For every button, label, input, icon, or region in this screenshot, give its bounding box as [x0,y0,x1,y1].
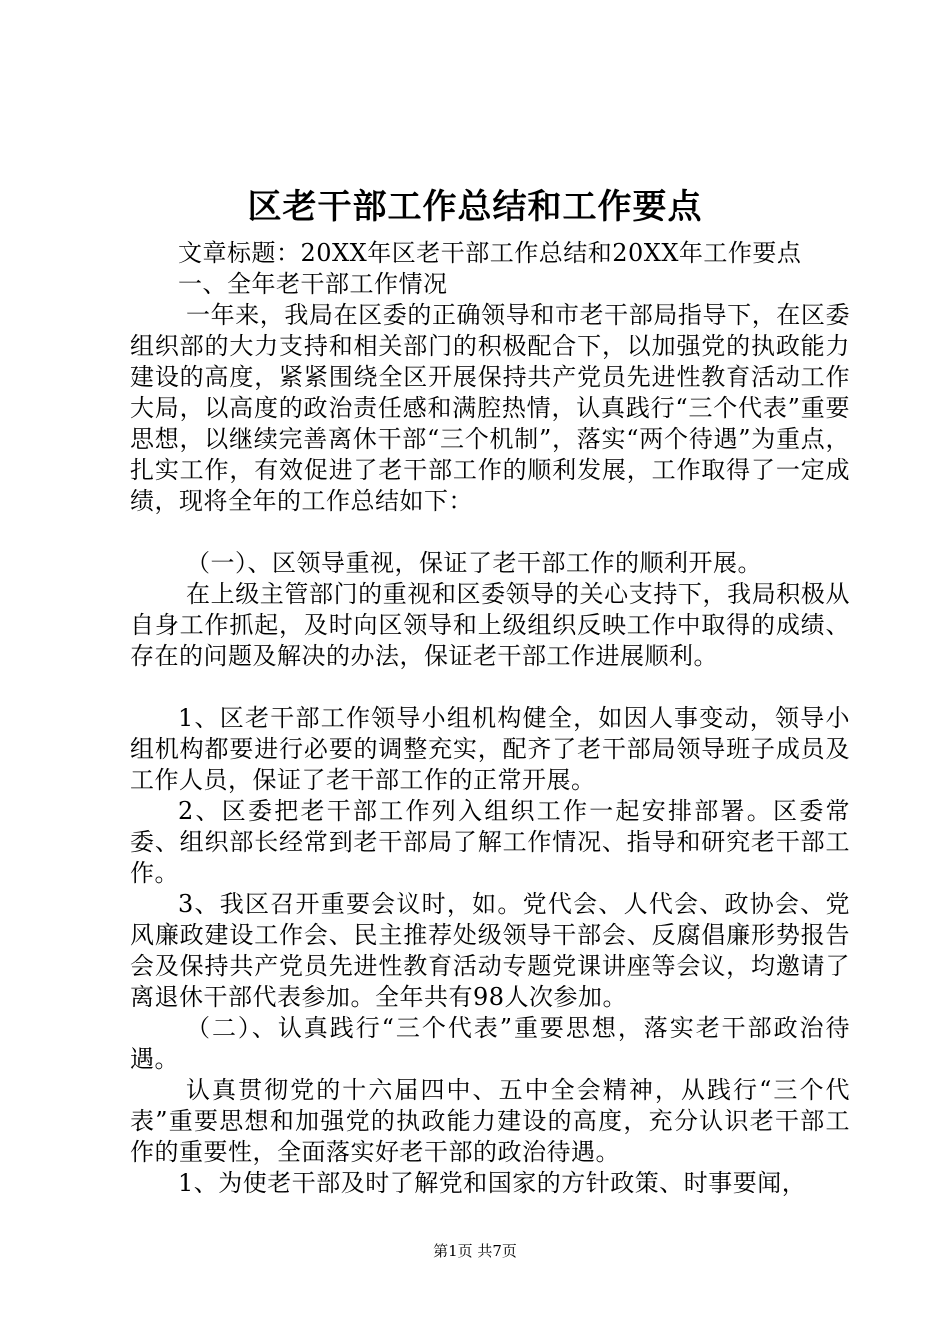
subsection-heading: （一）、区领导重视，保证了老干部工作的顺利开展。 [186,549,762,577]
body-paragraph: 认真贯彻党的十六届四中、五中全会精神，从践行“三个代表”重要思想和加强党的执政能力建设的高度，充分认识老干部工作的重要性，全面落实好老干部的政治待遇。 [130,1076,850,1166]
page-footer: 第1页 共7页 [433,1242,517,1260]
body-paragraph: 在上级主管部门的重视和区委领导的关心支持下，我局积极从自身工作抓起，及时向区领导和上级组织反映工作中取得的成绩、存在的问题及解决的办法，保证老干部工作进展顺利。 [130,580,850,670]
subsection-heading: （二）、认真践行“三个代表”重要思想，落实老干部政治待遇。 [130,1014,850,1073]
document-body [130,238,850,1199]
list-item: 1、区老干部工作领导小组机构健全，如因人事变动，领导小组机构都要进行必要的调整充实，配齐了老干部局领导班子成员及工作人员，保证了老干部工作的正常开展。 [130,704,850,794]
paragraph-gap [130,672,850,703]
list-item: 3、我区召开重要会议时，如。党代会、人代会、政协会、党风廉政建设工作会、民主推荐处级领导干部会、反腐倡廉形势报告会及保持共产党员先进性教育活动专题党课讲座等会议，均邀请了离退休干部代表参加。全年共有98人次参加。 [130,890,850,1011]
paragraph-gap [130,517,850,548]
list-item: 1、为使老干部及时了解党和国家的方针政策、时事要闻， [178,1169,807,1197]
list-item: 2、区委把老干部工作列入组织工作一起安排部署。区委常委、组织部长经常到老干部局了解工作情况、指导和研究老干部工作。 [130,797,850,887]
section-heading: 一、全年老干部工作情况 [178,270,448,298]
article-title-line: 文章标题：20XX年区老干部工作总结和20XX年工作要点 [178,239,802,267]
document-title: 区老干部工作总结和工作要点 [247,187,703,227]
intro-paragraph: 一年来，我局在区委的正确领导和市老干部局指导下，在区委组织部的大力支持和相关部门的积极配合下，以加强党的执政能力建设的高度，紧紧围绕全区开展保持共产党员先进性教育活动工作大局，以高度的政治责任感和满腔热情，认真践行“三个代表”重要思想，以继续完善离休干部“三个机制”，落实“两个待遇”为重点，扎实工作，有效促进了老干部工作的顺利发展，工作取得了一定成绩，现将全年的工作总结如下： [130,301,850,515]
